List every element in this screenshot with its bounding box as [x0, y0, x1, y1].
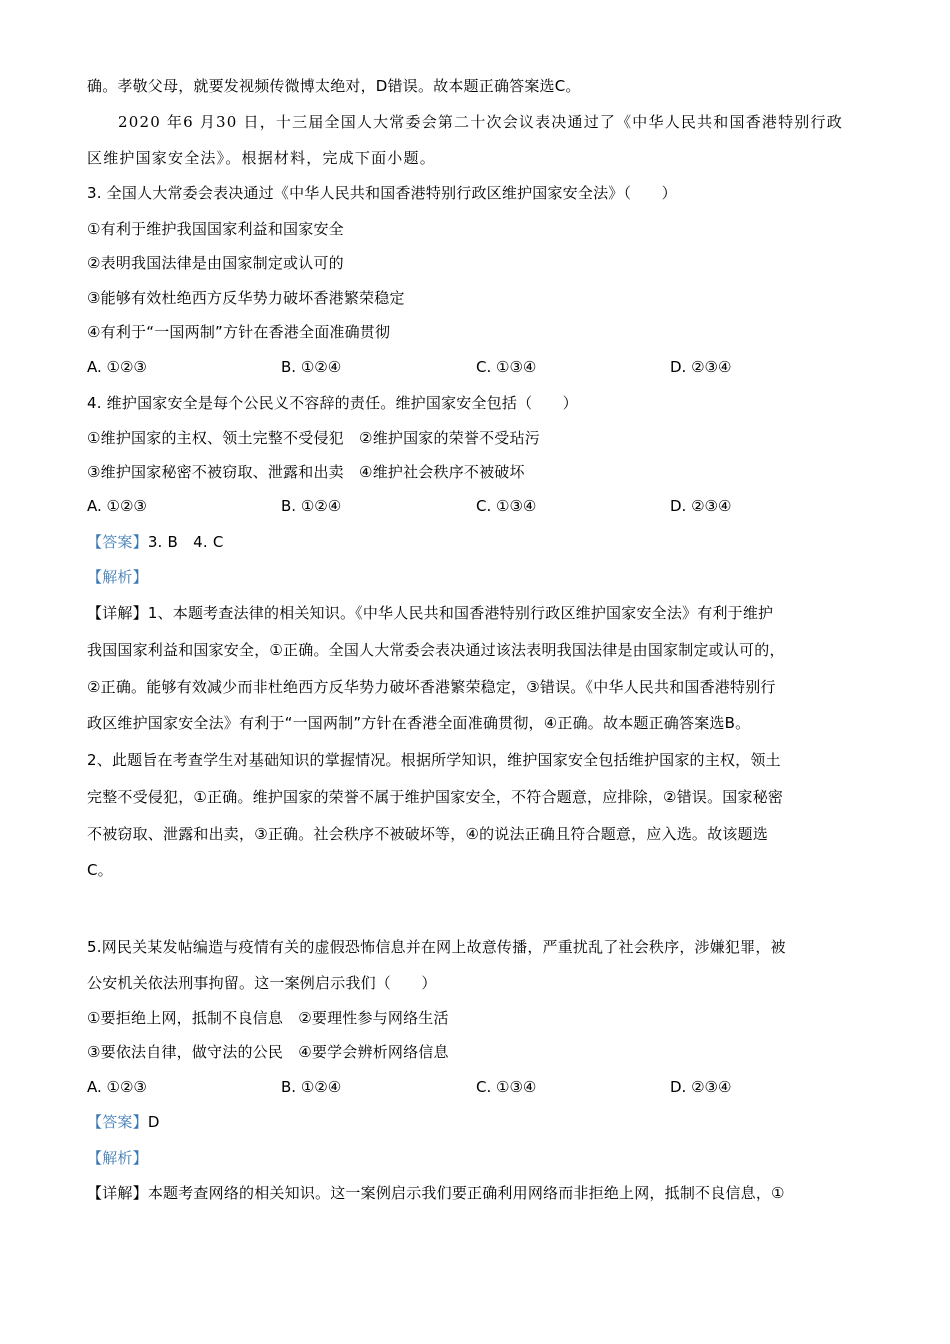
- question-4-stem: 4. 维护国家安全是每个公民义不容辞的责任。维护国家安全包括（ ）: [87, 394, 578, 412]
- question-3-item-4: ④有利于“一国两制”方针在香港全面准确贯彻: [87, 323, 391, 341]
- question-5-option-d: D. ②③④: [670, 1078, 732, 1096]
- detail-3-4-line-8: C。: [87, 861, 113, 879]
- detail-5-line-1: [87, 1183, 785, 1203]
- answer-value: 3. B 4. C: [147, 533, 224, 551]
- material-paragraph-line-1: 2020 年6 月30 日，十三届全国人大常委会第二十次会议表决通过了《中华人民共和国香港特别行政: [118, 113, 843, 131]
- detail-3-4-line-4: 政区维护国家安全法》有利于“一国两制”方针在香港全面准确贯彻，④正确。故本题正确答案选B。: [87, 714, 751, 732]
- detail-3-4-line-5: 2、此题旨在考查学生对基础知识的掌握情况。根据所学知识，维护国家安全包括维护国家的主权，领土: [87, 751, 781, 769]
- analysis-3-4: [87, 567, 148, 587]
- detail-tag: 【详解】: [87, 604, 148, 622]
- analysis-tag: 【解析】: [87, 568, 148, 586]
- question-3-option-c: C. ①③④: [476, 358, 537, 376]
- question-3-option-a: A. ①②③: [87, 358, 147, 376]
- question-3-stem: 3. 全国人大常委会表决通过《中华人民共和国香港特别行政区维护国家安全法》（ ）: [87, 184, 677, 202]
- detail-3-4-line-2: 我国国家利益和国家安全，①正确。全国人大常委会表决通过该法表明我国法律是由国家制定或认可的，: [87, 641, 785, 659]
- question-4-option-c: C. ①③④: [476, 497, 537, 515]
- question-4-option-d: D. ②③④: [670, 497, 732, 515]
- answer-value: D: [147, 1113, 160, 1131]
- question-5-option-a: A. ①②③: [87, 1078, 147, 1096]
- question-4-option-b: B. ①②④: [281, 497, 342, 515]
- detail-3-4-line-1: [87, 603, 773, 623]
- question-5-stem-line-1: 5.网民关某发帖编造与疫情有关的虚假恐怖信息并在网上故意传播，严重扰乱了社会秩序，涉嫌犯罪，被: [87, 938, 786, 956]
- answer-5: [87, 1112, 160, 1132]
- question-3-item-3: ③能够有效杜绝西方反华势力破坏香港繁荣稳定: [87, 289, 405, 307]
- question-5-option-b: B. ①②④: [281, 1078, 342, 1096]
- question-4-option-a: A. ①②③: [87, 497, 147, 515]
- question-3-item-2: ②表明我国法律是由国家制定或认可的: [87, 254, 344, 272]
- question-3-option-b: B. ①②④: [281, 358, 342, 376]
- detail-text: 1、本题考查法律的相关知识。《中华人民共和国香港特别行政区维护国家安全法》有利于维护: [147, 604, 774, 622]
- analysis-5: [87, 1148, 148, 1168]
- answer-3-4: [87, 532, 224, 552]
- question-5-stem-line-2: 公安机关依法刑事拘留。这一案例启示我们（ ）: [87, 974, 437, 992]
- answer-tag: 【答案】: [87, 1113, 148, 1131]
- previous-analysis-tail: 确。孝敬父母，就要发视频传微博太绝对，D错误。故本题正确答案选C。: [87, 77, 581, 95]
- detail-text: 本题考查网络的相关知识。这一案例启示我们要正确利用网络而非拒绝上网，抵制不良信息，①: [147, 1184, 785, 1202]
- detail-3-4-line-6: 完整不受侵犯，①正确。维护国家的荣誉不属于维护国家安全，不符合题意，应排除，②错误。国家秘密: [87, 788, 784, 806]
- material-paragraph-line-2: 区维护国家安全法》。根据材料，完成下面小题。: [87, 149, 436, 167]
- analysis-tag: 【解析】: [87, 1149, 148, 1167]
- question-3-option-d: D. ②③④: [670, 358, 732, 376]
- detail-3-4-line-7: 不被窃取、泄露和出卖，③正确。社会秩序不被破坏等，④的说法正确且符合题意，应入选。故该题选: [87, 825, 768, 843]
- question-4-item-row-2: ③维护国家秘密不被窃取、泄露和出卖 ④维护社会秩序不被破坏: [87, 463, 525, 481]
- answer-tag: 【答案】: [87, 533, 148, 551]
- question-5-item-row-1: ①要拒绝上网，抵制不良信息 ②要理性参与网络生活: [87, 1009, 449, 1027]
- question-4-item-row-1: ①维护国家的主权、领土完整不受侵犯 ②维护国家的荣誉不受玷污: [87, 429, 540, 447]
- detail-3-4-line-3: ②正确。能够有效减少而非杜绝西方反华势力破坏香港繁荣稳定，③错误。《中华人民共和国香港特别行: [87, 678, 776, 696]
- question-3-item-1: ①有利于维护我国国家利益和国家安全: [87, 220, 344, 238]
- detail-tag: 【详解】: [87, 1184, 148, 1202]
- question-5-option-c: C. ①③④: [476, 1078, 537, 1096]
- question-5-item-row-2: ③要依法自律，做守法的公民 ④要学会辨析网络信息: [87, 1043, 449, 1061]
